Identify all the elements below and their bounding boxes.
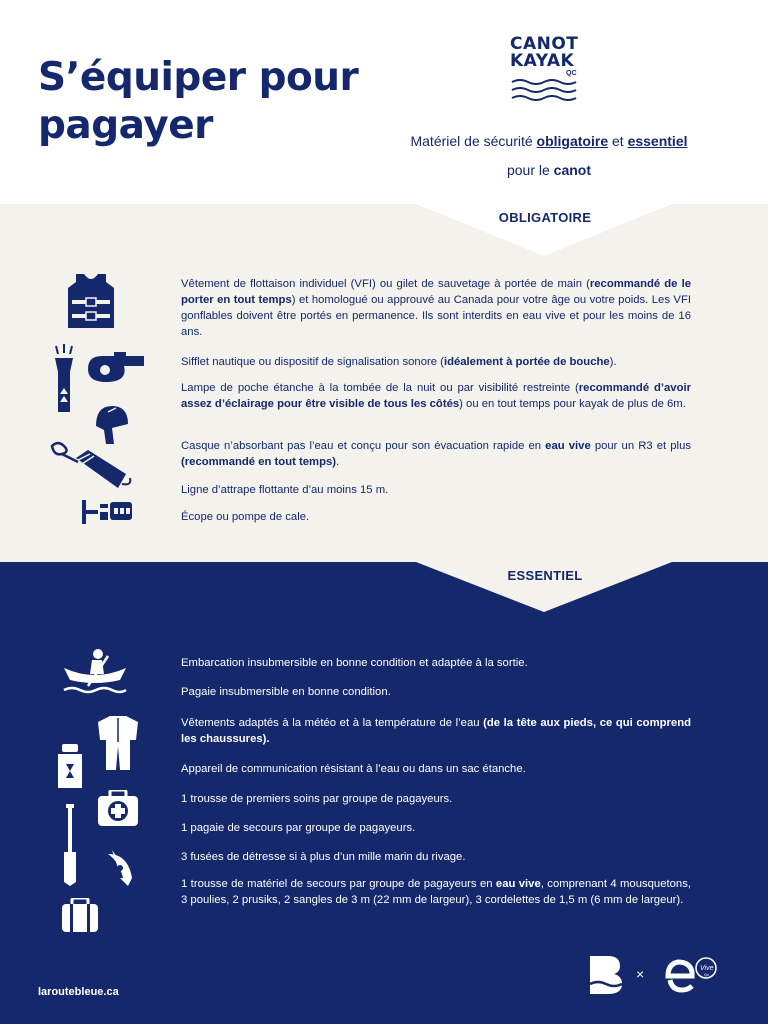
website-link[interactable]: laroutebleue.ca — [38, 986, 119, 998]
item-emphasis: idéalement à portée de bouche — [443, 356, 610, 368]
item-emphasis: (recommandé en tout temps) — [181, 456, 337, 468]
section-label-essentiel: ESSENTIEL — [507, 568, 583, 583]
eau-vive-text: Vive — [700, 965, 714, 972]
item-text: Vêtements adaptés à la météo et à la température de l’eau — [181, 717, 484, 729]
subtitle — [374, 127, 724, 185]
essentiel-item — [181, 849, 691, 865]
wetsuit-icon — [96, 714, 140, 772]
subtitle-text: Matériel de sécurité — [410, 133, 537, 149]
flashlight-icon — [52, 344, 76, 414]
subtitle-obligatoire: obligatoire — [536, 133, 609, 149]
item-text: ). — [609, 356, 617, 368]
item-emphasis: (de la tête aux pieds, ce qui comprend les chaussures). — [181, 717, 692, 745]
paddle-icon — [60, 804, 80, 886]
item-text: Vêtement de flottaison individuel (VFI) ou gilet de sauvetage à portée de main ( — [181, 278, 590, 290]
obligatoire-item — [181, 509, 691, 525]
whistle-icon — [84, 350, 146, 384]
item-text: Pagaie insubmersible en bonne condition. — [181, 686, 391, 698]
item-text: ) et homologué ou approuvé au Canada pour votre âge ou votre poids. Les VFI gonflables doivent être portés en permanence. Ils sont interdits en eau vive et pour les moins de 16 ans. — [181, 294, 691, 338]
item-emphasis: eau vive — [545, 440, 591, 452]
item-emphasis: recommandé d’avoir assez d’éclairage pour être visible de tous les côtés — [181, 382, 692, 410]
canoe-icon — [62, 646, 128, 698]
flare-icon — [98, 848, 138, 888]
subtitle-text: pour le — [506, 162, 554, 178]
dry-bag-icon — [56, 744, 84, 790]
item-text: Ligne d’attrape flottante d’au moins 15 m. — [181, 484, 389, 496]
page-title — [38, 54, 358, 150]
title-line-1: S’équiper pour — [38, 55, 359, 100]
item-text: Écope ou pompe de cale. — [181, 511, 310, 523]
essentiel-item — [181, 715, 691, 747]
logo-text-1: CANOT — [510, 34, 579, 54]
waves-icon — [510, 78, 580, 102]
toolkit-icon — [60, 898, 100, 934]
item-text: 1 pagaie de secours par groupe de pagayeurs. — [181, 822, 416, 834]
obligatoire-item — [181, 380, 691, 412]
item-text: , comprenant 4 mousquetons, 3 poulies, 2 prusiks, 2 sangles de 3 m (22 mm de largeur), 3 cordelettes de 1,5 m (6 mm de largeur). — [181, 878, 691, 906]
essentiel-item — [181, 655, 691, 671]
subtitle-essentiel: essentiel — [627, 133, 688, 149]
header — [0, 0, 768, 204]
item-text: . — [336, 456, 340, 468]
obligatoire-section — [0, 204, 768, 562]
essentiel-item — [181, 820, 691, 836]
item-text: Sifflet nautique ou dispositif de signalisation sonore ( — [181, 356, 444, 368]
item-text: 1 trousse de matériel de secours par groupe de pagayeurs en — [181, 878, 496, 890]
logo-qc: QC — [566, 70, 577, 77]
subtitle-canot: canot — [553, 162, 592, 178]
eau-vive-logo — [660, 954, 722, 996]
item-text: Lampe de poche étanche à la tombée de la nuit ou par visibilité restreinte ( — [181, 382, 579, 394]
bilge-pump-icon — [78, 494, 134, 530]
route-bleue-logo — [588, 954, 624, 996]
section-label-obligatoire: OBLIGATOIRE — [498, 210, 592, 225]
essentiel-item — [181, 761, 691, 777]
essentiel-item — [181, 876, 691, 908]
item-text: Casque n’absorbant pas l’eau et conçu pour son évacuation rapide en — [181, 440, 546, 452]
eau-vive-qc: Qc — [704, 972, 710, 977]
obligatoire-item — [181, 482, 691, 498]
subtitle-text: et — [608, 133, 628, 149]
logo-text-2: KAYAK — [510, 51, 575, 71]
item-text: ) ou en tout temps pour kayak de plus de 6m. — [459, 398, 686, 410]
obligatoire-item — [181, 354, 691, 370]
title-line-2: pagayer — [38, 103, 213, 148]
item-text: 1 trousse de premiers soins par groupe de pagayeurs. — [181, 793, 453, 805]
obligatoire-item — [181, 276, 691, 340]
item-emphasis: eau vive — [495, 878, 541, 890]
logo-separator: × — [636, 966, 645, 982]
life-vest-icon — [66, 272, 116, 330]
item-emphasis: recommandé de le porter en tout temps — [181, 278, 691, 306]
obligatoire-item — [181, 438, 691, 470]
throw-bag-icon — [48, 440, 134, 492]
canot-kayak-logo — [510, 36, 582, 106]
first-aid-kit-icon — [96, 790, 140, 828]
essentiel-item — [181, 791, 691, 807]
item-text: 3 fusées de détresse si à plus d’un mille marin du rivage. — [181, 851, 466, 863]
essentiel-section — [0, 562, 768, 1024]
essentiel-item — [181, 684, 691, 700]
item-text: Embarcation insubmersible en bonne condition et adaptée à la sortie. — [181, 657, 528, 669]
item-text: Appareil de communication résistant à l’eau ou dans un sac étanche. — [181, 763, 526, 775]
item-text: pour un R3 et plus — [590, 440, 691, 452]
